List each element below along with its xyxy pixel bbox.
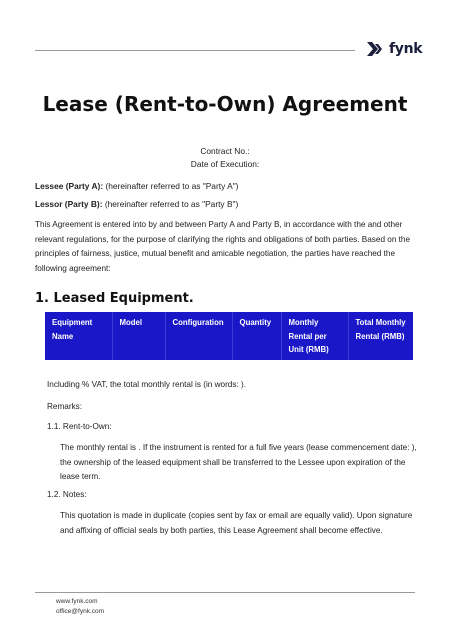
footer-email[interactable]: office@fynk.com: [56, 608, 105, 615]
column-header: Total Monthly Rental (RMB): [348, 312, 413, 360]
fynk-logo-icon: [366, 40, 386, 58]
footer-divider: [35, 592, 415, 593]
header-divider: [35, 50, 355, 51]
brand-logo: [366, 40, 422, 58]
subsection-text-notes: This quotation is made in duplicate (copies sent by fax or email are equally valid). Upon signature and affixing of official seals by both parties, this Lease Agreement shall become effective.: [60, 511, 413, 535]
column-header: Configuration: [165, 312, 232, 360]
lessee-label: Lessee (Party A):: [35, 181, 104, 191]
vat-line: Including % VAT, the total monthly rental is (in words: ).: [47, 380, 247, 389]
lessee-line: [35, 179, 238, 193]
date-of-execution: Date of Execution:: [190, 159, 260, 169]
table-header-row: [45, 312, 413, 360]
column-header: Equipment Name: [45, 312, 112, 360]
subsection-text-rent-to-own: The monthly rental is . If the instrument is rented for a full five years (lease commencement date: ), the ownership of the leased equipment shall be transferred to the Lessee upon expiration of the lease term.: [60, 443, 417, 481]
footer-website[interactable]: www.fynk.com: [56, 598, 98, 605]
column-header: Monthly Rental per Unit (RMB): [281, 312, 348, 360]
contract-number: Contract No.:: [200, 146, 250, 156]
column-header: Quantity: [232, 312, 281, 360]
equipment-table: [45, 312, 413, 360]
remarks-label: Remarks:: [47, 402, 83, 411]
brand-name: fynk: [389, 41, 423, 57]
column-header: Model: [112, 312, 165, 360]
lessor-text: (hereinafter referred to as "Party B"): [104, 199, 239, 209]
subsection-title-notes: 1.2. Notes:: [47, 490, 87, 499]
lessor-line: [35, 197, 238, 211]
lessee-text: (hereinafter referred to as "Party A"): [105, 181, 239, 191]
lessor-label: Lessor (Party B):: [35, 199, 103, 209]
document-title: Lease (Rent-to-Own) Agreement: [42, 92, 408, 116]
subsection-title-rent-to-own: 1.1. Rent-to-Own:: [47, 422, 112, 431]
intro-paragraph: This Agreement is entered into by and between Party A and Party B, in accordance with the and other relevant regulations, for the purpose of clarifying the rights and obligations of both parties. Based on the principles of fairness, justice, mutual benefit and amicable negotiation, the parties have reached the following agreement:: [35, 220, 411, 273]
section-heading-leased-equipment: 1. Leased Equipment.: [35, 291, 194, 306]
